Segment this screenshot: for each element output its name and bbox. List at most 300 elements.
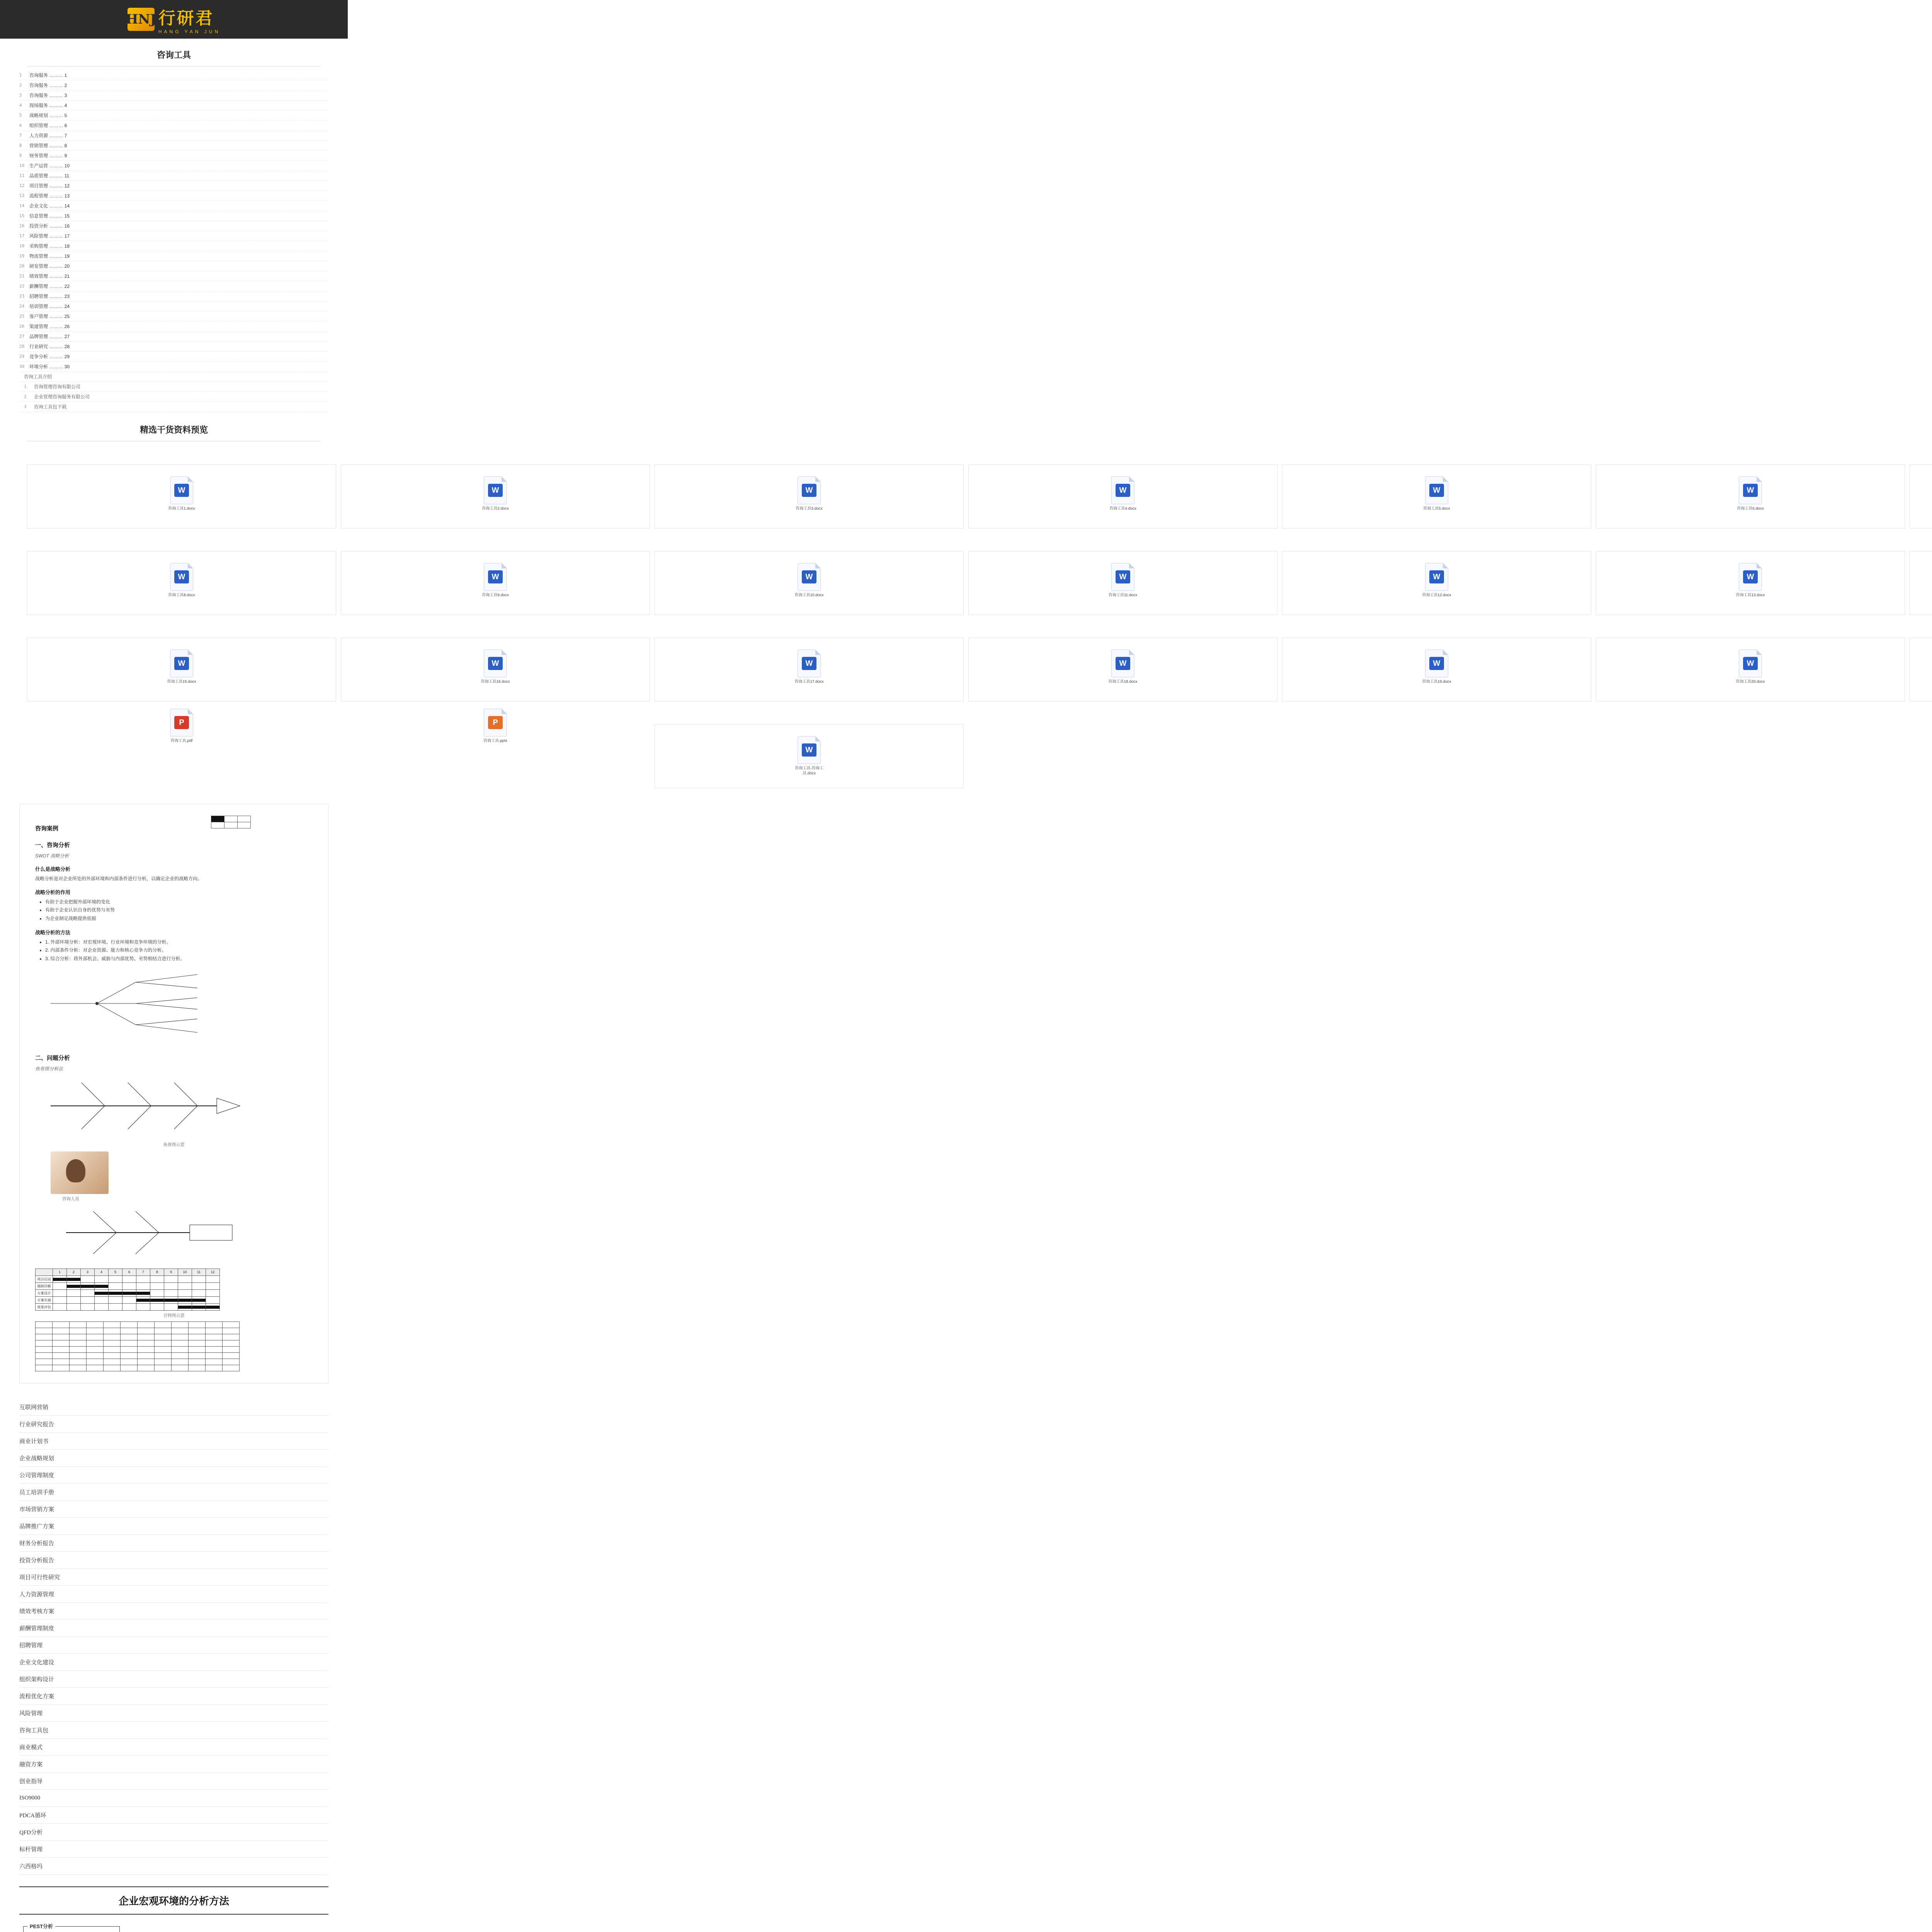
file-badge: W (802, 484, 816, 497)
file-item[interactable] (1596, 551, 1905, 615)
file-item[interactable] (341, 464, 650, 529)
data-table-cell (172, 1321, 189, 1328)
data-table-cell (121, 1321, 138, 1328)
data-table-cell (172, 1334, 189, 1340)
toc-item[interactable] (19, 191, 328, 201)
file-badge: W (488, 570, 503, 583)
logo-name-cn: 行研君 (158, 9, 214, 28)
toc-label: 咨询服务 ……… 3 (29, 93, 67, 98)
toc-label: 招聘管理 ……… 23 (29, 294, 70, 299)
gantt-cell (122, 1303, 136, 1310)
preview-title: 精选干货资料预览 (139, 425, 208, 435)
gantt-cell (53, 1276, 67, 1282)
file-item[interactable] (1282, 551, 1591, 615)
toc-label: 研发管理 ……… 20 (29, 264, 70, 269)
gantt-cell (67, 1289, 81, 1296)
toc-item[interactable] (19, 311, 328, 321)
file-item[interactable] (27, 464, 336, 529)
doc-list-item: • 为企业制定战略提供依据 (45, 915, 313, 923)
toc-number: 3 (19, 93, 22, 98)
file-name: 咨询工具6.docx (1737, 507, 1764, 511)
data-table-cell (87, 1321, 104, 1328)
file-name: 咨询工具1.docx (168, 507, 195, 511)
toc-item[interactable] (19, 151, 328, 161)
pest-title: 企业宏观环境的分析方法 (19, 1886, 328, 1915)
related-link[interactable]: 绩效考核方案 (19, 1603, 328, 1620)
related-link[interactable]: 流程优化方案 (19, 1688, 328, 1705)
gantt-cell (122, 1282, 136, 1289)
gantt-cell (164, 1289, 178, 1296)
toc-label: 企业管理咨询服务有限公司 (34, 394, 90, 400)
file-name: 咨询工具15.docx (167, 680, 196, 684)
gantt-bar (67, 1278, 80, 1281)
related-link[interactable]: 人力资源管理 (19, 1586, 328, 1603)
gantt-header-row (36, 1269, 220, 1276)
related-link[interactable]: 组织架构设计 (19, 1671, 328, 1688)
gantt-cell (95, 1303, 109, 1310)
data-table-cell (53, 1328, 70, 1334)
toc-number: 6 (19, 123, 22, 128)
file-item[interactable] (341, 709, 650, 788)
toc-item[interactable] (19, 342, 328, 352)
data-table-cell (53, 1321, 70, 1328)
ppt-file-icon (484, 709, 507, 736)
toc-item[interactable] (19, 80, 328, 90)
toc-item[interactable] (19, 291, 328, 301)
related-link[interactable]: 品牌推广方案 (19, 1518, 328, 1535)
file-badge: W (488, 484, 503, 497)
data-table-cell (138, 1352, 155, 1359)
related-link[interactable]: 标杆管理 (19, 1841, 328, 1858)
data-table-cell (223, 1340, 240, 1346)
file-item[interactable] (1596, 638, 1905, 702)
gantt-cell (164, 1303, 178, 1310)
doc-file-icon (1111, 476, 1134, 504)
gantt-task: 项目启动 (36, 1276, 53, 1282)
cause-effect-diagram (35, 1206, 252, 1260)
related-link[interactable]: 财务分析报告 (19, 1535, 328, 1552)
toc-item[interactable] (19, 121, 328, 131)
data-table-cell (121, 1365, 138, 1371)
data-table-cell (155, 1346, 172, 1352)
related-link[interactable]: 项目可行性研究 (19, 1569, 328, 1586)
data-table-cell (70, 1334, 87, 1340)
related-link[interactable]: ISO9000 (19, 1790, 328, 1807)
file-name: 咨询工具9.docx (482, 593, 509, 597)
doc-list (35, 898, 313, 923)
related-link[interactable]: 商业计划书 (19, 1433, 328, 1450)
related-link[interactable]: 企业文化建设 (19, 1654, 328, 1671)
gantt-cell (164, 1296, 178, 1303)
header-table (211, 816, 251, 828)
file-badge: P (174, 716, 189, 729)
gantt-bar (122, 1292, 136, 1295)
toc-number: 30 (19, 364, 25, 369)
toc-item[interactable] (19, 70, 328, 80)
doc-file-icon (484, 563, 507, 591)
related-link[interactable]: 创业指导 (19, 1773, 328, 1790)
data-table-cell (104, 1346, 121, 1352)
gantt-cell (122, 1289, 136, 1296)
gantt-bar (136, 1292, 150, 1295)
data-table-cell (70, 1321, 87, 1328)
file-badge: W (1743, 570, 1758, 583)
gantt-cell (81, 1289, 95, 1296)
file-item[interactable] (341, 551, 650, 615)
related-link[interactable]: 薪酬管理制度 (19, 1620, 328, 1637)
toc-item[interactable] (19, 281, 328, 291)
toc-label: 品质管理 ……… 11 (29, 173, 70, 179)
toc-item[interactable] (19, 261, 328, 271)
gantt-cell (192, 1303, 206, 1310)
fishbone-subheading: 鱼骨图分析法 (35, 1066, 63, 1072)
file-item[interactable] (341, 638, 650, 702)
gantt-month: 10 (178, 1269, 192, 1276)
doc-file-icon (170, 563, 193, 591)
file-item[interactable] (1282, 638, 1591, 702)
gantt-bar (67, 1285, 80, 1288)
related-link[interactable]: 公司管理制度 (19, 1467, 328, 1484)
toc-number: 22 (19, 284, 25, 289)
toc-label: 环境分析 ……… 30 (29, 364, 70, 369)
file-item[interactable] (968, 551, 1277, 615)
data-table-cell (121, 1334, 138, 1340)
toc-label: 咨询工具包下载 (34, 404, 67, 410)
toc-item[interactable] (19, 271, 328, 281)
file-preview-grid (27, 449, 1765, 788)
doc-list-item: • 3. 综合分析：将外部机会、威胁与内部优势、劣势相结合进行分析。 (45, 955, 313, 963)
file-name: 咨询工具.pdf (170, 739, 193, 743)
toc-number: 4 (19, 103, 22, 108)
doc-paragraph: SWOT 战略分析 (35, 853, 69, 859)
consultant-photo (51, 1151, 109, 1194)
data-table-cell (87, 1328, 104, 1334)
data-table-cell (87, 1334, 104, 1340)
data-table-cell (87, 1365, 104, 1371)
doc-file-icon (1739, 563, 1762, 591)
gantt-cell (109, 1289, 122, 1296)
document-preview (19, 804, 328, 1383)
doc-list-item: • 2. 内部条件分析：对企业资源、能力和核心竞争力的分析。 (45, 946, 313, 955)
data-table-cell (36, 1365, 53, 1371)
gantt-month: 2 (67, 1269, 81, 1276)
toc-item[interactable] (19, 111, 328, 121)
file-item[interactable] (1910, 551, 1932, 615)
toc-number: 24 (19, 304, 25, 309)
gantt-row (36, 1276, 220, 1282)
file-item[interactable] (1596, 464, 1905, 529)
data-table-cell (138, 1321, 155, 1328)
toc-item[interactable] (19, 211, 328, 221)
file-badge: W (174, 657, 189, 670)
toc-number: 1 (24, 384, 27, 389)
data-table (35, 1321, 240, 1371)
gantt-month: 5 (109, 1269, 122, 1276)
toc-item[interactable] (19, 181, 328, 191)
toc-sub-item[interactable] (19, 402, 328, 412)
doc-list-item: • 有助于企业认识自身的优势与劣势 (45, 906, 313, 915)
data-table-cell (206, 1321, 223, 1328)
related-link[interactable]: 商业模式 (19, 1739, 328, 1756)
pest-section (19, 1886, 328, 1932)
toc-label: 现场服务 ……… 4 (29, 103, 67, 108)
file-name: 咨询工具4.docx (1109, 507, 1136, 511)
related-link[interactable]: 企业战略规划 (19, 1450, 328, 1467)
data-table-cell (36, 1321, 53, 1328)
gantt-month: 6 (122, 1269, 136, 1276)
gantt-row (36, 1303, 220, 1310)
gantt-cell (53, 1296, 67, 1303)
file-name: 咨询工具-咨询工具.docx (795, 766, 823, 776)
doc-file-icon (484, 476, 507, 504)
toc-label: 绩效管理 ……… 21 (29, 274, 70, 279)
photo-caption: 咨询人员 (62, 1196, 79, 1201)
related-link[interactable]: 风险管理 (19, 1705, 328, 1722)
gantt-task: 方案设计 (36, 1289, 53, 1296)
data-table-cell (87, 1359, 104, 1365)
data-table-cell (70, 1365, 87, 1371)
toc-number: 9 (19, 153, 22, 158)
toc-number: 28 (19, 344, 25, 349)
data-table-cell (121, 1346, 138, 1352)
toc-item[interactable] (19, 352, 328, 362)
data-table-cell (87, 1340, 104, 1346)
file-item[interactable] (1282, 464, 1591, 529)
toc-label: 信息管理 ……… 15 (29, 213, 70, 219)
file-item[interactable] (1910, 464, 1932, 529)
toc-label: 组织管理 ……… 6 (29, 123, 67, 128)
doc-file-icon (484, 650, 507, 677)
file-item[interactable] (968, 638, 1277, 702)
data-table-cell (70, 1346, 87, 1352)
data-table-cell (36, 1346, 53, 1352)
gantt-chart (35, 1269, 220, 1311)
toc-item[interactable] (19, 131, 328, 141)
gantt-month: 3 (81, 1269, 95, 1276)
toc-label: 咨询服务 ……… 1 (29, 73, 67, 78)
gantt-cell (192, 1296, 206, 1303)
related-link[interactable]: 市场营销方案 (19, 1501, 328, 1518)
toc-item[interactable] (19, 362, 328, 372)
file-item[interactable] (655, 464, 964, 529)
related-link[interactable]: 员工培训手册 (19, 1484, 328, 1501)
doc-list-item: • 有助于企业把握外部环境的变化 (45, 898, 313, 906)
doc-file-icon (1739, 476, 1762, 504)
file-item[interactable] (1910, 638, 1932, 702)
related-link[interactable]: 招聘管理 (19, 1637, 328, 1654)
file-name: 咨询工具2.docx (482, 507, 509, 511)
toc-label: 战略规划 ……… 5 (29, 113, 67, 118)
related-link[interactable]: 融资方案 (19, 1756, 328, 1773)
gantt-month: 4 (95, 1269, 109, 1276)
data-table-cell (189, 1340, 206, 1346)
gantt-bar (164, 1299, 178, 1302)
pest-connectors (19, 1922, 328, 1932)
gantt-cell (136, 1296, 150, 1303)
toc-item[interactable] (19, 171, 328, 181)
file-badge: P (488, 716, 503, 729)
toc-label: 咨询服务 ……… 2 (29, 83, 67, 88)
gantt-cell (150, 1296, 164, 1303)
fishbone-diagram (35, 1077, 252, 1135)
toc-number: 18 (19, 243, 25, 248)
gantt-cell (95, 1289, 109, 1296)
gantt-cell (109, 1282, 122, 1289)
data-table-cell (189, 1328, 206, 1334)
toc-label: 物流管理 ……… 19 (29, 253, 70, 259)
gantt-cell (192, 1289, 206, 1296)
data-table-cell (189, 1346, 206, 1352)
data-table-cell (206, 1340, 223, 1346)
data-table-cell (70, 1352, 87, 1359)
gantt-cell (109, 1303, 122, 1310)
gantt-bar (109, 1292, 122, 1295)
related-link[interactable]: PDCA循环 (19, 1807, 328, 1824)
related-link[interactable]: 行业研究报告 (19, 1416, 328, 1433)
gantt-cell (178, 1276, 192, 1282)
data-table-cell (104, 1359, 121, 1365)
toc-label: 财务管理 ……… 9 (29, 153, 67, 158)
file-badge: W (1743, 657, 1758, 670)
gantt-cell (136, 1303, 150, 1310)
toc-sub-item[interactable] (19, 372, 328, 382)
data-table-cell (223, 1334, 240, 1340)
file-badge: W (802, 743, 816, 757)
fishbone-caption: 鱼骨图示意 (163, 1142, 185, 1147)
data-table-cell (36, 1359, 53, 1365)
file-item[interactable] (27, 709, 336, 788)
toc-label: 风险管理 ……… 17 (29, 233, 70, 239)
toc-sub-item[interactable] (19, 392, 328, 402)
gantt-cell (53, 1282, 67, 1289)
gantt-month: 12 (206, 1269, 220, 1276)
gantt-bar (150, 1299, 164, 1302)
gantt-bar (192, 1306, 206, 1309)
data-table-cell (189, 1321, 206, 1328)
data-table-cell (172, 1352, 189, 1359)
toc-item[interactable] (19, 161, 328, 171)
gantt-cell (178, 1289, 192, 1296)
data-table-cell (206, 1328, 223, 1334)
doc-file-icon (1739, 650, 1762, 677)
data-table-cell (104, 1328, 121, 1334)
file-item[interactable] (655, 551, 964, 615)
data-table-cell (206, 1346, 223, 1352)
toc-item[interactable] (19, 241, 328, 251)
toc-item[interactable] (19, 100, 328, 111)
data-table-cell (155, 1359, 172, 1365)
toc-item[interactable] (19, 301, 328, 311)
file-item[interactable] (27, 638, 336, 702)
toc-label: 人力资源 ……… 7 (29, 133, 67, 138)
toc-label: 生产运营 ……… 10 (29, 163, 70, 168)
gantt-cell (136, 1289, 150, 1296)
toc-number: 8 (19, 143, 22, 148)
related-link[interactable]: 六西格玛 (19, 1858, 328, 1875)
data-table-cell (53, 1352, 70, 1359)
gantt-row (36, 1296, 220, 1303)
doc-list (35, 938, 313, 963)
data-table-cell (87, 1352, 104, 1359)
file-name: 咨询工具10.docx (794, 593, 824, 597)
doc-file-icon (1111, 650, 1134, 677)
fishbone-heading: 二、问题分析 (35, 1055, 70, 1062)
pest-note-tag: PEST分析 (27, 1923, 55, 1931)
gantt-cell (206, 1282, 220, 1289)
file-badge: W (1116, 657, 1130, 670)
file-item[interactable] (655, 724, 964, 788)
toc-number: 1 (19, 73, 22, 78)
data-table-cell (70, 1328, 87, 1334)
toc-item[interactable] (19, 231, 328, 241)
file-badge: W (1429, 484, 1444, 497)
data-table-row (36, 1334, 240, 1340)
related-link[interactable]: QFD分析 (19, 1824, 328, 1841)
data-table-cell (36, 1352, 53, 1359)
toc-item[interactable] (19, 221, 328, 231)
logo[interactable] (128, 4, 220, 34)
file-item[interactable] (655, 638, 964, 702)
toc-item[interactable] (19, 332, 328, 342)
gantt-cell (81, 1282, 95, 1289)
toc-number: 7 (19, 133, 22, 138)
gantt-bar (206, 1306, 219, 1309)
toc-number: 5 (19, 113, 22, 118)
gantt-cell (150, 1282, 164, 1289)
data-table-cell (104, 1321, 121, 1328)
gantt-cell (178, 1296, 192, 1303)
data-table-cell (104, 1334, 121, 1340)
gantt-cell (81, 1276, 95, 1282)
toc-item[interactable] (19, 321, 328, 332)
toc-number: 21 (19, 274, 25, 279)
data-table-cell (53, 1365, 70, 1371)
data-table-cell (121, 1328, 138, 1334)
data-table-cell (104, 1340, 121, 1346)
related-link[interactable]: 咨询工具包 (19, 1722, 328, 1739)
toc-number: 26 (19, 324, 25, 329)
toc-label: 流程管理 ……… 13 (29, 193, 70, 199)
file-badge: W (488, 657, 503, 670)
logo-mark: HNJ (128, 8, 155, 31)
data-table-cell (223, 1328, 240, 1334)
toc-item[interactable] (19, 201, 328, 211)
toc-number: 2 (19, 83, 22, 88)
toc-item[interactable] (19, 251, 328, 261)
gantt-task: 调研诊断 (36, 1282, 53, 1289)
gantt-row (36, 1289, 220, 1296)
data-table-cell (36, 1334, 53, 1340)
toc-item[interactable] (19, 141, 328, 151)
toc-label: 培训管理 ……… 24 (29, 304, 70, 309)
data-table-cell (138, 1328, 155, 1334)
doc-file-icon (1425, 563, 1448, 591)
toc-sub-item[interactable] (19, 382, 328, 392)
file-name: 咨询工具18.docx (1108, 680, 1138, 684)
data-table-cell (223, 1359, 240, 1365)
file-item[interactable] (968, 464, 1277, 529)
related-link[interactable]: 互联网营销 (19, 1399, 328, 1416)
data-table-cell (155, 1352, 172, 1359)
related-link[interactable]: 投资分析报告 (19, 1552, 328, 1569)
mind-map-diagram (35, 967, 306, 1040)
toc-title: 咨询工具 (156, 50, 191, 60)
toc-item[interactable] (19, 90, 328, 100)
gantt-bar (178, 1299, 192, 1302)
file-item[interactable] (27, 551, 336, 615)
toc-label: 客户管理 ……… 25 (29, 314, 70, 319)
toc-number: 16 (19, 223, 25, 228)
